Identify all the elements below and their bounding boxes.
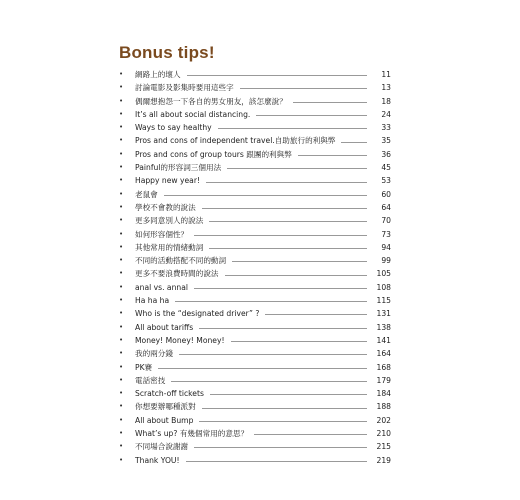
leader-line [179,354,367,355]
toc-entry-label: Scratch-off tickets [135,389,204,399]
toc-entry-label: Money! Money! Money! [135,335,225,345]
leader-line [175,301,367,302]
leader-line [256,115,367,116]
toc-entry[interactable] [119,228,391,241]
toc-entry-page: 210 [376,429,391,439]
bullet-icon: • [119,309,124,318]
leader-line [265,314,367,315]
bullet-icon: • [119,163,124,172]
bullet-icon: • [119,455,124,464]
toc-entry-label: All about Bump [135,415,194,425]
toc-entry-label: 更多不要浪費時間的說法 [135,269,219,279]
toc-entry-label: 討論電影及影集時要用這些字 [135,83,234,93]
toc-entry[interactable] [119,334,391,347]
toc-entry[interactable] [119,414,391,427]
leader-line [202,408,367,409]
toc-entry[interactable] [119,307,391,320]
toc-entry-label: Pros and cons of group tours 跟團的利與弊 [135,149,292,159]
toc-entry-page: 219 [376,455,391,465]
toc-entry[interactable] [119,174,391,187]
toc-entry-label: Thank YOU! [135,455,180,465]
leader-line [194,447,367,448]
bullet-icon: • [119,269,124,278]
toc-entry-page: 115 [376,296,391,306]
toc-entry-label: 網路上的壞人 [135,70,181,79]
bullet-icon: • [119,282,124,291]
toc-entry-page: 131 [376,309,391,319]
bullet-icon: • [119,256,124,265]
bullet-icon: • [119,202,124,211]
bullet-icon: • [119,349,124,358]
toc-entry[interactable] [119,454,391,467]
toc-entry-label: 偶爾想抱怨一下各自的男女朋友，該怎麼說？ [135,96,287,106]
leader-line [232,261,367,262]
toc-entry-page: 53 [381,176,391,186]
toc-entry-label: 老鼠會 [135,189,158,199]
bullet-icon: • [119,322,124,331]
toc-entry-label: What’s up? 有幾個常用的意思？ [135,429,249,439]
toc-entry-page: 64 [381,202,391,212]
toc-entry[interactable] [119,188,391,201]
leader-line [194,288,367,289]
toc-entry-page: 105 [376,269,391,279]
toc-entry-label: All about tariffs [135,322,194,332]
bullet-icon: • [119,149,124,158]
leader-line [158,368,367,369]
toc-entry-label: Happy new year! [135,176,201,186]
toc-entry-page: 184 [376,389,391,399]
toc-entry-label: Painful的形容詞三個用法 [135,163,222,173]
leader-line [199,328,367,329]
toc-entry-page: 70 [381,216,391,226]
toc-entry-page: 94 [381,242,391,252]
toc-entry-page: 215 [376,442,391,452]
toc-entry-page: 202 [376,415,391,425]
toc-entry-page: 141 [376,335,391,345]
leader-line [206,182,367,183]
leader-line [341,142,367,143]
leader-line [227,168,367,169]
toc-entry[interactable] [119,281,391,294]
toc-entry[interactable] [119,214,391,227]
leader-line [199,421,367,422]
bullet-icon: • [119,362,124,371]
page-title: Bonus tips! [119,43,215,62]
toc-entry-page: 45 [381,163,391,173]
bullet-icon: • [119,216,124,225]
toc-entry-label: 電話密技 [135,375,166,385]
bullet-icon: • [119,123,124,132]
toc-entry-page: 179 [376,375,391,385]
bullet-icon: • [119,109,124,118]
toc-entry[interactable] [119,81,391,94]
bullet-icon: • [119,415,124,424]
toc-entry[interactable] [119,254,391,267]
bullet-icon: • [119,136,124,145]
leader-line [218,128,367,129]
toc-entry-page: 18 [381,96,391,106]
leader-line [240,88,367,89]
toc-entry[interactable] [119,347,391,360]
leader-line [225,275,367,276]
bullet-icon: • [119,389,124,398]
toc-entry[interactable] [119,161,391,174]
bullet-icon: • [119,375,124,384]
toc-list [119,68,391,467]
leader-line [209,221,367,222]
leader-line [186,461,367,462]
leader-line [254,434,367,435]
toc-entry-label: It’s all about social distancing. [135,109,251,119]
bullet-icon: • [119,96,124,105]
toc-entry[interactable] [119,321,391,334]
toc-entry[interactable] [119,121,391,134]
bullet-icon: • [119,335,124,344]
leader-line [194,235,367,236]
toc-entry-label: 學校不會教的說法 [135,202,196,212]
toc-entry-label: 其他常用的情緒動詞 [135,242,204,252]
toc-entry-page: 164 [376,349,391,359]
toc-entry-label: 我的兩分錢 [135,349,173,359]
leader-line [209,248,367,249]
toc-entry-page: 108 [376,282,391,292]
toc-entry-page: 73 [381,229,391,239]
leader-line [231,341,368,342]
toc-entry-page: 11 [381,70,391,79]
toc-entry[interactable] [119,440,391,453]
toc-entry[interactable] [119,294,391,307]
bullet-icon: • [119,189,124,198]
toc-entry-page: 24 [381,109,391,119]
toc-entry-label: 不同場合說謝謝 [135,442,189,452]
toc-entry-label: 你想要辦哪種派對 [135,402,196,412]
toc-entry-page: 13 [381,83,391,93]
leader-line [293,102,367,103]
bullet-icon: • [119,242,124,251]
bullet-icon: • [119,70,124,78]
toc-entry-label: 更多同意別人的說法 [135,216,204,226]
toc-entry[interactable] [119,95,391,108]
bullet-icon: • [119,429,124,438]
toc-entry[interactable] [119,387,391,400]
toc-entry-label: Ha ha ha [135,296,170,306]
bullet-icon: • [119,402,124,411]
toc-entry-page: 36 [381,149,391,159]
bullet-icon: • [119,176,124,185]
toc-entry[interactable] [119,201,391,214]
leader-line [298,155,367,156]
toc-entry-page: 188 [376,402,391,412]
toc-entry-page: 35 [381,136,391,146]
toc-entry-label: Pros and cons of independent travel.自助旅行的利與弊 [135,136,336,146]
toc-entry[interactable] [119,361,391,374]
toc-entry-page: 33 [381,123,391,133]
bullet-icon: • [119,83,124,92]
toc-entry-label: Ways to say healthy [135,123,212,133]
toc-entry[interactable] [119,400,391,413]
toc-entry[interactable] [119,108,391,121]
toc-entry-page: 138 [376,322,391,332]
toc-entry[interactable] [119,148,391,161]
toc-entry-label: 不同的活動搭配不同的動詞 [135,256,227,266]
toc-entry[interactable] [119,427,391,440]
toc-entry[interactable] [119,241,391,254]
toc-entry-label: 如何形容個性？ [135,229,189,239]
toc-entry[interactable] [119,134,391,147]
leader-line [187,75,367,76]
toc-entry-label: PK賽 [135,362,153,372]
leader-line [164,195,367,196]
toc-entry-page: 99 [381,256,391,266]
toc-entry[interactable] [119,68,391,81]
bullet-icon: • [119,442,124,451]
toc-entry-page: 168 [376,362,391,372]
toc-entry[interactable] [119,374,391,387]
bullet-icon: • [119,296,124,305]
toc-entry-page: 60 [381,189,391,199]
leader-line [210,394,367,395]
toc-entry[interactable] [119,267,391,280]
leader-line [202,208,367,209]
toc-entry-label: anal vs. annal [135,282,188,292]
toc-entry-label: Who is the “designated driver” ? [135,309,260,319]
bullet-icon: • [119,229,124,238]
leader-line [171,381,367,382]
